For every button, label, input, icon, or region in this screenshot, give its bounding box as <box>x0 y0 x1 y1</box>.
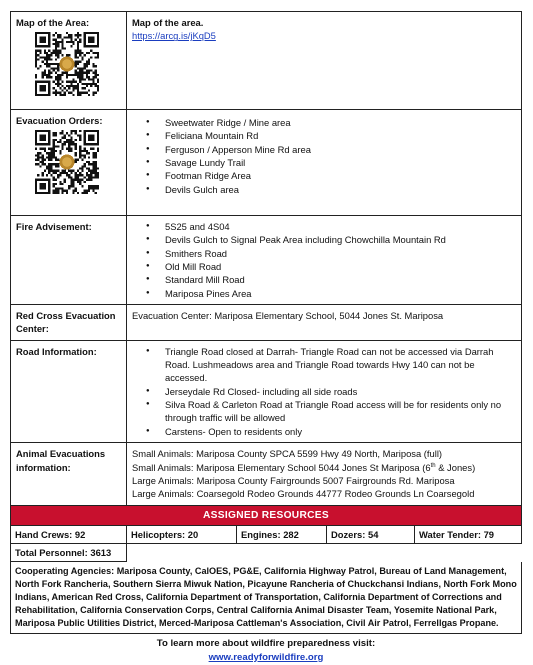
qr-code-icon[interactable] <box>35 130 99 194</box>
superscript: th <box>430 462 436 469</box>
list-item: ● Carstens- Open to residents only <box>140 425 516 438</box>
cooperating-agencies: Cooperating Agencies: Mariposa County, CalOES, PG&E, California Highway Patrol, Bureau of Land Management, North Fork Rancheria, Southern Sierra Miwuk Nation, Picayune Rancheria of Chuckchansi Indians, North Fork Mono Indians, American Red Cross, California Department of Transportation, California Department of Corrections and Rehabilitation, California Conservation Corps, Central California Animal Disaster Team, Yosemite National Park, Mariposa Public Utilities District, Merced-Mariposa Cattleman's Association, Civil Air Patrol, Ferrellgas Propane. <box>10 562 522 634</box>
total-personnel: Total Personnel: 3613 <box>11 543 127 561</box>
list-item: ● Standard Mill Road <box>140 273 516 286</box>
evacuation-orders-label: Evacuation Orders: <box>16 115 103 126</box>
info-table <box>10 11 522 506</box>
list-item: ● Devils Gulch to Signal Peak Area including Chowchilla Mountain Rd <box>140 233 516 246</box>
fire-advisement-cell-value <box>127 216 522 305</box>
empty-cell <box>127 543 522 561</box>
list-item: ● Sweetwater Ridge / Mine area <box>140 116 516 129</box>
animal-evac-line-text: & Jones) <box>435 461 476 473</box>
resources-table <box>10 525 522 563</box>
animal-evac-cell-value <box>127 443 522 505</box>
list-item: ● Ferguson / Apperson Mine Rd area <box>140 143 516 156</box>
helicopters-count: Helicopters: 20 <box>127 525 237 543</box>
animal-evac-line: Large Animals: Coarsegold Rodeo Grounds 44777 Rodeo Grounds Ln Coarsegold <box>132 488 475 500</box>
fire-info-sheet <box>10 11 522 665</box>
evacuation-orders-list <box>132 116 516 196</box>
map-link[interactable]: https://arcg.is/jKqD5 <box>132 30 216 42</box>
fire-advisement-row <box>11 216 522 305</box>
road-info-row <box>11 340 522 442</box>
list-item: ● Smithers Road <box>140 247 516 260</box>
map-cell-label <box>11 12 127 110</box>
hand-crews-count: Hand Crews: 92 <box>11 525 127 543</box>
animal-evac-line <box>132 461 516 474</box>
assigned-resources-banner: ASSIGNED RESOURCES <box>10 506 522 525</box>
red-cross-row <box>11 305 522 341</box>
list-item: ● Silva Road & Carleton Road at Triangle Road access will be for residents only no through traffic will be allowed <box>140 398 516 425</box>
map-row <box>11 12 522 110</box>
total-personnel-row <box>11 543 522 561</box>
map-label: Map of the Area: <box>16 17 90 28</box>
dozers-count: Dozers: 54 <box>327 525 415 543</box>
evacuation-orders-cell-label <box>11 110 127 216</box>
red-cross-label: Red Cross Evacuation Center: <box>11 305 127 341</box>
footer <box>10 637 522 665</box>
animal-evac-line: Large Animals: Mariposa County Fairgrounds 5007 Fairgrounds Rd. Mariposa <box>132 474 455 486</box>
fire-advisement-list <box>132 220 516 300</box>
evacuation-orders-row <box>11 110 522 216</box>
resources-row <box>11 525 522 543</box>
red-cross-value: Evacuation Center: Mariposa Elementary School, 5044 Jones St. Mariposa <box>127 305 522 341</box>
road-info-label: Road Information: <box>11 340 127 442</box>
list-item: ● Triangle Road closed at Darrah- Triangle Road can not be accessed via Darrah Road. Lushmeadows area and Triangle Road towards Hwy 140 can not be accessed. <box>140 345 516 385</box>
list-item: ● Devils Gulch area <box>140 183 516 196</box>
water-tender-count: Water Tender: 79 <box>415 525 522 543</box>
list-item: ● Mariposa Pines Area <box>140 287 516 300</box>
animal-evac-line-text: Small Animals: Mariposa Elementary School 5044 Jones St Mariposa (6 <box>132 461 431 473</box>
list-item: ● Old Mill Road <box>140 260 516 273</box>
footer-text: To learn more about wildfire preparedness visit: <box>156 637 376 649</box>
road-info-list <box>132 345 516 438</box>
list-item: ● 5S25 and 4S04 <box>140 220 516 233</box>
fire-advisement-label: Fire Advisement: <box>11 216 127 305</box>
footer-link[interactable]: www.readyforwildfire.org <box>208 651 324 663</box>
evacuation-orders-cell-value <box>127 110 522 216</box>
map-title: Map of the area. <box>132 17 204 28</box>
animal-evac-label: Animal Evacuations information: <box>11 443 127 505</box>
map-cell-value <box>127 12 522 110</box>
road-info-cell-value <box>127 340 522 442</box>
list-item: ● Jerseydale Rd Closed- including all side roads <box>140 385 516 398</box>
list-item: ● Feliciana Mountain Rd <box>140 129 516 142</box>
animal-evac-line: Small Animals: Mariposa County SPCA 5599 Hwy 49 North, Mariposa (full) <box>132 448 443 460</box>
animal-evac-row <box>11 443 522 505</box>
list-item: ● Savage Lundy Trail <box>140 156 516 169</box>
list-item: ● Footman Ridge Area <box>140 169 516 182</box>
qr-code-icon[interactable] <box>35 32 99 96</box>
engines-count: Engines: 282 <box>237 525 327 543</box>
